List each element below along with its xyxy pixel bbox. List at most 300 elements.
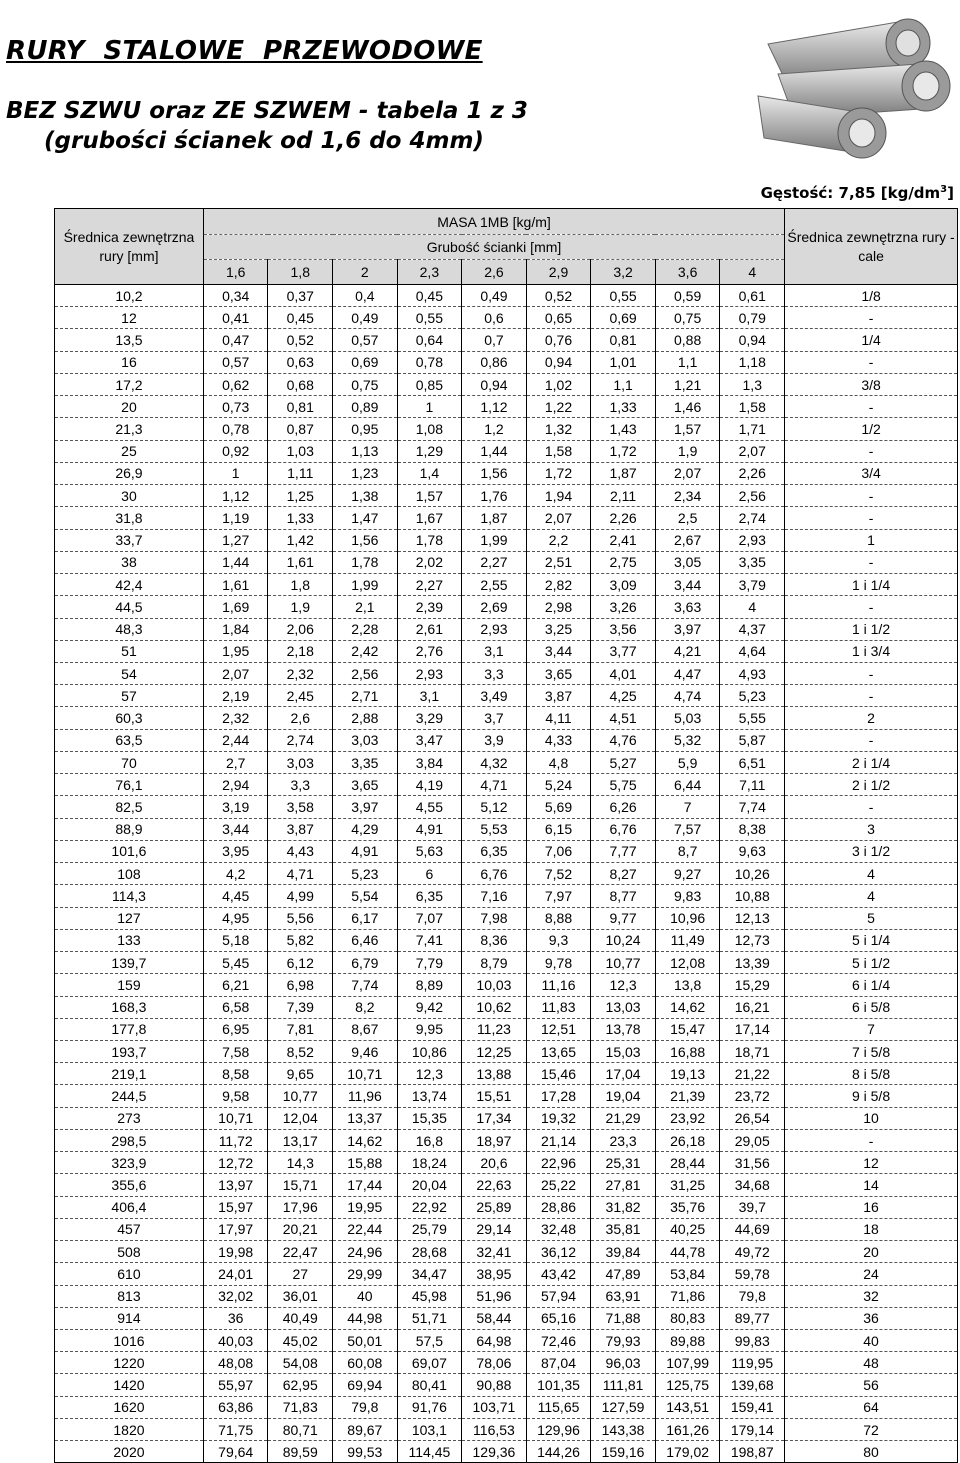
mass-cell: 3,29 xyxy=(397,707,462,729)
mass-cell: 36 xyxy=(203,1307,268,1329)
mass-cell: 29,05 xyxy=(720,1129,785,1151)
diameter-inch-cell: 10 xyxy=(785,1107,958,1129)
mass-cell: 13,74 xyxy=(397,1085,462,1107)
mass-cell: 14,62 xyxy=(655,996,720,1018)
mass-cell: 31,56 xyxy=(720,1152,785,1174)
mass-cell: 36,12 xyxy=(526,1241,591,1263)
mass-cell: 19,32 xyxy=(526,1107,591,1129)
mass-cell: 0,75 xyxy=(333,373,398,395)
page-title: RURY STALOWE PRZEWODOWE xyxy=(6,36,483,66)
mass-cell: 9,77 xyxy=(591,907,656,929)
mass-cell: 0,65 xyxy=(526,307,591,329)
mass-cell: 4,01 xyxy=(591,662,656,684)
mass-cell: 1,01 xyxy=(591,351,656,373)
diameter-inch-cell: - xyxy=(785,662,958,684)
mass-cell: 3,58 xyxy=(268,796,333,818)
mass-cell: 1,08 xyxy=(397,418,462,440)
mass-cell: 0,68 xyxy=(268,373,333,395)
pipe-mass-table xyxy=(54,208,958,1463)
mass-cell: 143,38 xyxy=(591,1418,656,1440)
diameter-mm-cell: 127 xyxy=(55,907,204,929)
mass-cell: 9,95 xyxy=(397,1018,462,1040)
diameter-inch-cell: - xyxy=(785,596,958,618)
mass-cell: 2,56 xyxy=(333,662,398,684)
mass-cell: 10,88 xyxy=(720,885,785,907)
table-row xyxy=(55,974,958,996)
mass-cell: 0,61 xyxy=(720,285,785,307)
diameter-inch-cell: 7 xyxy=(785,1018,958,1040)
diameter-inch-cell: 4 xyxy=(785,885,958,907)
table-row xyxy=(55,1174,958,1196)
mass-cell: 12,13 xyxy=(720,907,785,929)
mass-cell: 12,08 xyxy=(655,952,720,974)
mass-cell: 3,47 xyxy=(397,729,462,751)
mass-cell: 5,56 xyxy=(268,907,333,929)
mass-cell: 3,1 xyxy=(397,685,462,707)
mass-cell: 3,7 xyxy=(462,707,527,729)
mass-cell: 5,87 xyxy=(720,729,785,751)
mass-cell: 10,03 xyxy=(462,974,527,996)
mass-cell: 31,82 xyxy=(591,1196,656,1218)
diameter-mm-cell: 1620 xyxy=(55,1396,204,1418)
mass-cell: 119,95 xyxy=(720,1352,785,1374)
diameter-inch-cell: 9 i 5/8 xyxy=(785,1085,958,1107)
header-outer-diameter-mm: Średnica zewnętrzna rury [mm] xyxy=(55,209,204,285)
mass-cell: 13,17 xyxy=(268,1129,333,1151)
mass-cell: 2,28 xyxy=(333,618,398,640)
mass-cell: 9,63 xyxy=(720,840,785,862)
mass-cell: 51,96 xyxy=(462,1285,527,1307)
diameter-mm-cell: 139,7 xyxy=(55,952,204,974)
mass-cell: 1,94 xyxy=(526,485,591,507)
mass-cell: 0,63 xyxy=(268,351,333,373)
mass-cell: 3,3 xyxy=(462,662,527,684)
table-row xyxy=(55,1152,958,1174)
mass-cell: 3,19 xyxy=(203,796,268,818)
mass-cell: 1,33 xyxy=(591,396,656,418)
diameter-mm-cell: 38 xyxy=(55,551,204,573)
table-row xyxy=(55,529,958,551)
diameter-inch-cell: 6 i 1/4 xyxy=(785,974,958,996)
mass-cell: 57,5 xyxy=(397,1330,462,1352)
mass-cell: 116,53 xyxy=(462,1418,527,1440)
mass-cell: 4,51 xyxy=(591,707,656,729)
mass-cell: 4,25 xyxy=(591,685,656,707)
mass-cell: 7,16 xyxy=(462,885,527,907)
mass-cell: 1,8 xyxy=(268,574,333,596)
header-thickness-cell: 2,9 xyxy=(526,260,591,285)
mass-cell: 7,07 xyxy=(397,907,462,929)
mass-cell: 1,78 xyxy=(397,529,462,551)
mass-cell: 3,05 xyxy=(655,551,720,573)
mass-cell: 32,48 xyxy=(526,1218,591,1240)
diameter-inch-cell: 24 xyxy=(785,1263,958,1285)
mass-cell: 0,55 xyxy=(591,285,656,307)
diameter-inch-cell: 72 xyxy=(785,1418,958,1440)
mass-cell: 10,71 xyxy=(333,1063,398,1085)
diameter-inch-cell: 7 i 5/8 xyxy=(785,1040,958,1062)
mass-cell: 1,03 xyxy=(268,440,333,462)
mass-cell: 3,35 xyxy=(333,751,398,773)
mass-cell: 11,72 xyxy=(203,1129,268,1151)
mass-cell: 1,87 xyxy=(591,462,656,484)
mass-cell: 107,99 xyxy=(655,1352,720,1374)
mass-cell: 2,26 xyxy=(591,507,656,529)
mass-cell: 79,93 xyxy=(591,1330,656,1352)
table-row xyxy=(55,952,958,974)
mass-cell: 21,22 xyxy=(720,1063,785,1085)
mass-cell: 8,89 xyxy=(397,974,462,996)
mass-cell: 51,71 xyxy=(397,1307,462,1329)
mass-cell: 0,52 xyxy=(268,329,333,351)
mass-cell: 4,47 xyxy=(655,662,720,684)
mass-cell: 6,46 xyxy=(333,929,398,951)
mass-cell: 2,55 xyxy=(462,574,527,596)
mass-cell: 7,74 xyxy=(720,796,785,818)
mass-cell: 4,95 xyxy=(203,907,268,929)
diameter-mm-cell: 54 xyxy=(55,662,204,684)
diameter-mm-cell: 108 xyxy=(55,863,204,885)
table-row xyxy=(55,1040,958,1062)
mass-cell: 13,37 xyxy=(333,1107,398,1129)
table-row xyxy=(55,818,958,840)
diameter-mm-cell: 30 xyxy=(55,485,204,507)
diameter-inch-cell: 18 xyxy=(785,1218,958,1240)
mass-cell: 4,71 xyxy=(268,863,333,885)
mass-cell: 19,04 xyxy=(591,1085,656,1107)
mass-cell: 1,21 xyxy=(655,373,720,395)
mass-cell: 12,04 xyxy=(268,1107,333,1129)
diameter-inch-cell: 12 xyxy=(785,1152,958,1174)
diameter-inch-cell: 64 xyxy=(785,1396,958,1418)
table-row xyxy=(55,907,958,929)
mass-cell: 71,83 xyxy=(268,1396,333,1418)
mass-cell: 10,26 xyxy=(720,863,785,885)
mass-cell: 4,93 xyxy=(720,662,785,684)
diameter-mm-cell: 610 xyxy=(55,1263,204,1285)
mass-cell: 1,33 xyxy=(268,507,333,529)
mass-cell: 7,81 xyxy=(268,1018,333,1040)
table-row xyxy=(55,373,958,395)
diameter-mm-cell: 51 xyxy=(55,640,204,662)
mass-cell: 50,01 xyxy=(333,1330,398,1352)
mass-cell: 1,1 xyxy=(655,351,720,373)
mass-cell: 1,67 xyxy=(397,507,462,529)
diameter-mm-cell: 457 xyxy=(55,1218,204,1240)
mass-cell: 1,57 xyxy=(397,485,462,507)
mass-cell: 1,11 xyxy=(268,462,333,484)
mass-cell: 2,74 xyxy=(720,507,785,529)
mass-cell: 1,4 xyxy=(397,462,462,484)
table-row xyxy=(55,863,958,885)
table-row xyxy=(55,1196,958,1218)
diameter-mm-cell: 42,4 xyxy=(55,574,204,596)
mass-cell: 2,19 xyxy=(203,685,268,707)
diameter-mm-cell: 168,3 xyxy=(55,996,204,1018)
mass-cell: 115,65 xyxy=(526,1396,591,1418)
diameter-inch-cell: 6 i 5/8 xyxy=(785,996,958,1018)
mass-cell: 0,62 xyxy=(203,373,268,395)
mass-cell: 57,94 xyxy=(526,1285,591,1307)
mass-cell: 103,1 xyxy=(397,1418,462,1440)
mass-cell: 11,23 xyxy=(462,1018,527,1040)
table-row xyxy=(55,551,958,573)
mass-cell: 4,37 xyxy=(720,618,785,640)
mass-cell: 1,78 xyxy=(333,551,398,573)
mass-cell: 89,67 xyxy=(333,1418,398,1440)
diameter-inch-cell: 1 i 3/4 xyxy=(785,640,958,662)
mass-cell: 10,62 xyxy=(462,996,527,1018)
mass-cell: 1,99 xyxy=(462,529,527,551)
mass-cell: 3,09 xyxy=(591,574,656,596)
mass-cell: 16,21 xyxy=(720,996,785,1018)
mass-cell: 19,98 xyxy=(203,1241,268,1263)
mass-cell: 3,3 xyxy=(268,774,333,796)
mass-cell: 114,45 xyxy=(397,1441,462,1463)
mass-cell: 45,98 xyxy=(397,1285,462,1307)
diameter-mm-cell: 323,9 xyxy=(55,1152,204,1174)
mass-cell: 3,65 xyxy=(333,774,398,796)
mass-cell: 2,07 xyxy=(655,462,720,484)
mass-cell: 2,07 xyxy=(526,507,591,529)
diameter-mm-cell: 16 xyxy=(55,351,204,373)
diameter-mm-cell: 1820 xyxy=(55,1418,204,1440)
table-row xyxy=(55,596,958,618)
mass-cell: 22,96 xyxy=(526,1152,591,1174)
diameter-mm-cell: 177,8 xyxy=(55,1018,204,1040)
mass-cell: 2,02 xyxy=(397,551,462,573)
mass-cell: 16,8 xyxy=(397,1129,462,1151)
mass-cell: 80,71 xyxy=(268,1418,333,1440)
mass-cell: 4,8 xyxy=(526,751,591,773)
mass-cell: 3,97 xyxy=(333,796,398,818)
header-thickness-cell: 3,6 xyxy=(655,260,720,285)
mass-cell: 3,25 xyxy=(526,618,591,640)
diameter-mm-cell: 13,5 xyxy=(55,329,204,351)
header-thickness-cell: 2,3 xyxy=(397,260,462,285)
mass-cell: 1,76 xyxy=(462,485,527,507)
table-row xyxy=(55,1418,958,1440)
mass-cell: 4,99 xyxy=(268,885,333,907)
mass-cell: 1,12 xyxy=(203,485,268,507)
mass-cell: 64,98 xyxy=(462,1330,527,1352)
mass-cell: 5,75 xyxy=(591,774,656,796)
mass-cell: 0,52 xyxy=(526,285,591,307)
mass-cell: 0,79 xyxy=(720,307,785,329)
diameter-mm-cell: 48,3 xyxy=(55,618,204,640)
mass-cell: 103,71 xyxy=(462,1396,527,1418)
mass-cell: 4,91 xyxy=(333,840,398,862)
mass-cell: 1 xyxy=(397,396,462,418)
mass-cell: 9,46 xyxy=(333,1040,398,1062)
mass-cell: 1,43 xyxy=(591,418,656,440)
table-row xyxy=(55,574,958,596)
mass-cell: 24,96 xyxy=(333,1241,398,1263)
thickness-range-note: (grubości ścianek od 1,6 do 4mm) xyxy=(44,128,484,154)
mass-cell: 3,63 xyxy=(655,596,720,618)
mass-cell: 15,97 xyxy=(203,1196,268,1218)
mass-cell: 0,73 xyxy=(203,396,268,418)
diameter-inch-cell: 3 i 1/2 xyxy=(785,840,958,862)
mass-cell: 8,88 xyxy=(526,907,591,929)
mass-cell: 15,51 xyxy=(462,1085,527,1107)
mass-cell: 3,84 xyxy=(397,751,462,773)
table-row xyxy=(55,1330,958,1352)
mass-cell: 13,78 xyxy=(591,1018,656,1040)
mass-cell: 28,68 xyxy=(397,1241,462,1263)
table-row xyxy=(55,507,958,529)
table-row xyxy=(55,1263,958,1285)
mass-cell: 0,45 xyxy=(397,285,462,307)
mass-cell: 0,76 xyxy=(526,329,591,351)
mass-cell: 53,84 xyxy=(655,1263,720,1285)
mass-cell: 0,85 xyxy=(397,373,462,395)
table-row xyxy=(55,485,958,507)
mass-cell: 1,12 xyxy=(462,396,527,418)
mass-cell: 2,5 xyxy=(655,507,720,529)
diameter-inch-cell: 14 xyxy=(785,1174,958,1196)
mass-cell: 79,64 xyxy=(203,1441,268,1463)
mass-cell: 62,95 xyxy=(268,1374,333,1396)
mass-cell: 7,98 xyxy=(462,907,527,929)
mass-cell: 10,71 xyxy=(203,1107,268,1129)
mass-cell: 0,57 xyxy=(333,329,398,351)
mass-cell: 28,86 xyxy=(526,1196,591,1218)
mass-cell: 144,26 xyxy=(526,1441,591,1463)
table-row xyxy=(55,351,958,373)
mass-cell: 0,81 xyxy=(268,396,333,418)
mass-cell: 4,76 xyxy=(591,729,656,751)
diameter-inch-cell: 32 xyxy=(785,1285,958,1307)
mass-cell: 43,42 xyxy=(526,1263,591,1285)
mass-cell: 1,58 xyxy=(720,396,785,418)
mass-cell: 21,29 xyxy=(591,1107,656,1129)
mass-cell: 38,95 xyxy=(462,1263,527,1285)
mass-cell: 0,57 xyxy=(203,351,268,373)
mass-cell: 3,95 xyxy=(203,840,268,862)
mass-cell: 24,01 xyxy=(203,1263,268,1285)
header-thickness-cell: 3,2 xyxy=(591,260,656,285)
mass-cell: 4,33 xyxy=(526,729,591,751)
mass-cell: 2,67 xyxy=(655,529,720,551)
mass-cell: 2,39 xyxy=(397,596,462,618)
mass-cell: 3,1 xyxy=(462,640,527,662)
header-wall-thickness: Grubość ścianki [mm] xyxy=(203,235,784,260)
mass-cell: 19,95 xyxy=(333,1196,398,1218)
mass-cell: 0,69 xyxy=(591,307,656,329)
mass-cell: 7,06 xyxy=(526,840,591,862)
diameter-mm-cell: 88,9 xyxy=(55,818,204,840)
table-row xyxy=(55,1285,958,1307)
mass-cell: 20,04 xyxy=(397,1174,462,1196)
mass-cell: 9,78 xyxy=(526,952,591,974)
mass-cell: 25,31 xyxy=(591,1152,656,1174)
diameter-inch-cell: 56 xyxy=(785,1374,958,1396)
mass-cell: 2,51 xyxy=(526,551,591,573)
mass-cell: 5,03 xyxy=(655,707,720,729)
mass-cell: 31,25 xyxy=(655,1174,720,1196)
mass-cell: 25,89 xyxy=(462,1196,527,1218)
diameter-inch-cell: 2 xyxy=(785,707,958,729)
mass-cell: 101,35 xyxy=(526,1374,591,1396)
mass-cell: 5,9 xyxy=(655,751,720,773)
mass-cell: 15,88 xyxy=(333,1152,398,1174)
mass-cell: 4,21 xyxy=(655,640,720,662)
mass-cell: 6,17 xyxy=(333,907,398,929)
mass-cell: 18,24 xyxy=(397,1152,462,1174)
mass-cell: 49,72 xyxy=(720,1241,785,1263)
mass-cell: 2,88 xyxy=(333,707,398,729)
mass-cell: 34,68 xyxy=(720,1174,785,1196)
mass-cell: 1,29 xyxy=(397,440,462,462)
mass-cell: 4 xyxy=(720,596,785,618)
diameter-mm-cell: 813 xyxy=(55,1285,204,1307)
mass-cell: 0,49 xyxy=(462,285,527,307)
mass-cell: 0,86 xyxy=(462,351,527,373)
mass-cell: 13,97 xyxy=(203,1174,268,1196)
header-thickness-cell: 2 xyxy=(333,260,398,285)
table-row xyxy=(55,751,958,773)
mass-cell: 34,47 xyxy=(397,1263,462,1285)
mass-cell: 0,89 xyxy=(333,396,398,418)
mass-cell: 0,34 xyxy=(203,285,268,307)
mass-cell: 6,76 xyxy=(462,863,527,885)
mass-cell: 45,02 xyxy=(268,1330,333,1352)
mass-cell: 54,08 xyxy=(268,1352,333,1374)
mass-cell: 2,6 xyxy=(268,707,333,729)
header-thickness-cell: 1,6 xyxy=(203,260,268,285)
mass-cell: 6,12 xyxy=(268,952,333,974)
diameter-mm-cell: 82,5 xyxy=(55,796,204,818)
mass-cell: 2,82 xyxy=(526,574,591,596)
mass-cell: 4,91 xyxy=(397,818,462,840)
mass-cell: 96,03 xyxy=(591,1352,656,1374)
mass-cell: 1,46 xyxy=(655,396,720,418)
diameter-inch-cell: 4 xyxy=(785,863,958,885)
mass-cell: 0,81 xyxy=(591,329,656,351)
mass-cell: 1,99 xyxy=(333,574,398,596)
mass-cell: 1,42 xyxy=(268,529,333,551)
mass-cell: 2,42 xyxy=(333,640,398,662)
mass-cell: 79,8 xyxy=(333,1396,398,1418)
table-row xyxy=(55,307,958,329)
mass-cell: 44,78 xyxy=(655,1241,720,1263)
mass-cell: 5,53 xyxy=(462,818,527,840)
table-row xyxy=(55,396,958,418)
mass-cell: 7,77 xyxy=(591,840,656,862)
mass-cell: 2,98 xyxy=(526,596,591,618)
mass-cell: 4,55 xyxy=(397,796,462,818)
mass-cell: 7,11 xyxy=(720,774,785,796)
mass-cell: 1,22 xyxy=(526,396,591,418)
mass-cell: 2,26 xyxy=(720,462,785,484)
mass-cell: 48,08 xyxy=(203,1352,268,1374)
mass-cell: 5,12 xyxy=(462,796,527,818)
mass-cell: 6,79 xyxy=(333,952,398,974)
diameter-inch-cell: 8 i 5/8 xyxy=(785,1063,958,1085)
mass-cell: 5,24 xyxy=(526,774,591,796)
table-row xyxy=(55,1352,958,1374)
mass-cell: 90,88 xyxy=(462,1374,527,1396)
table-row xyxy=(55,707,958,729)
mass-cell: 99,83 xyxy=(720,1330,785,1352)
table-row xyxy=(55,285,958,307)
mass-cell: 2,75 xyxy=(591,551,656,573)
mass-cell: 7,39 xyxy=(268,996,333,1018)
mass-cell: 0,87 xyxy=(268,418,333,440)
diameter-mm-cell: 26,9 xyxy=(55,462,204,484)
mass-cell: 0,49 xyxy=(333,307,398,329)
